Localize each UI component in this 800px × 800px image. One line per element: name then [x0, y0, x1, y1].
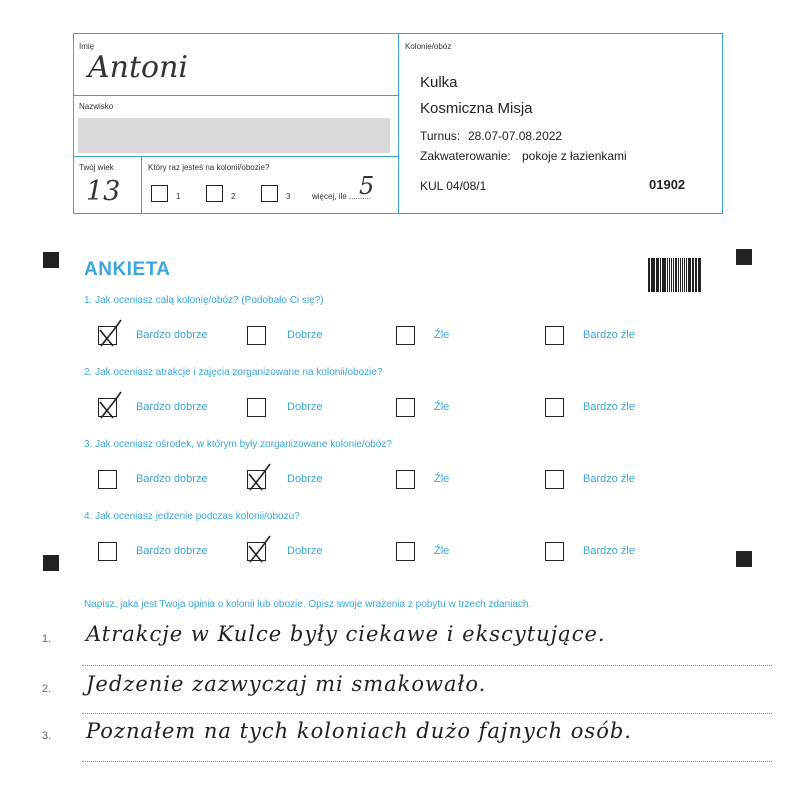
checkmark-icon: [242, 461, 274, 495]
dotted-answer-line: [82, 665, 772, 666]
handwritten-answer: Poznałem na tych koloniach dużo fajnych osób.: [86, 719, 632, 743]
checkmark-icon: [93, 389, 125, 423]
surname-redaction: [78, 118, 390, 153]
accommodation-value: pokoje z łazienkami: [522, 149, 627, 163]
rating-option-label: Dobrze: [287, 401, 323, 413]
handwritten-answer: Atrakcje w Kulce były ciekawe i ekscytujące.: [86, 622, 606, 646]
rating-checkbox[interactable]: [98, 398, 117, 417]
rating-checkbox[interactable]: [98, 326, 117, 345]
rating-option-label: Bardzo dobrze: [136, 329, 208, 341]
question-text: 1. Jak oceniasz całą kolonię/obóz? (Podobało Ci się?): [84, 295, 324, 306]
opinion-instruction: Napisz, jaka jest Twoja opinia o kolonii lub obozie. Opisz swoje wrażenia z pobytu w trzech zdaniach.: [84, 599, 532, 610]
dotted-answer-line: [82, 761, 772, 762]
dotted-answer-line: [82, 713, 772, 714]
question-text: 2. Jak oceniasz atrakcje i zajęcia zorganizowane na kolonii/obozie?: [84, 367, 383, 378]
times-more-value: 5: [359, 172, 375, 200]
barcode: [648, 258, 702, 292]
rating-option-label: Źle: [434, 329, 450, 341]
accommodation-label: Zakwaterowanie:: [420, 149, 511, 163]
line-number: 1.: [42, 633, 52, 645]
rating-checkbox[interactable]: [247, 542, 266, 561]
times-option-2: 2: [231, 192, 236, 201]
rating-checkbox[interactable]: [545, 326, 564, 345]
line-number: 3.: [42, 730, 52, 742]
rating-checkbox[interactable]: [247, 470, 266, 489]
times-checkbox-1[interactable]: [151, 185, 168, 202]
times-label: Który raz jesteś na kolonii/obozie?: [148, 163, 270, 172]
rating-option-label: Dobrze: [287, 329, 323, 341]
registration-mark: [736, 551, 752, 567]
divider: [73, 156, 399, 157]
times-checkbox-2[interactable]: [206, 185, 223, 202]
rating-option-label: Bardzo źle: [583, 329, 635, 341]
camp-title: Kosmiczna Misja: [420, 100, 533, 117]
rating-option-label: Dobrze: [287, 473, 323, 485]
form-number: 01902: [649, 177, 686, 192]
rating-checkbox[interactable]: [545, 398, 564, 417]
name-label: Imię: [79, 42, 95, 51]
question-text: 4. Jak oceniasz jedzenie podczas kolonii/obozu?: [84, 511, 300, 522]
rating-checkbox[interactable]: [98, 542, 117, 561]
camp-name: Kulka: [420, 74, 458, 91]
handwritten-answer: Jedzenie zazwyczaj mi smakowało.: [86, 672, 487, 696]
rating-option-label: Źle: [434, 473, 450, 485]
rating-checkbox[interactable]: [545, 542, 564, 561]
times-option-1: 1: [176, 192, 181, 201]
line-number: 2.: [42, 683, 52, 695]
checkmark-icon: [242, 533, 274, 567]
turnus-label: Turnus:: [420, 129, 461, 143]
camp-code: KUL 04/08/1: [420, 179, 487, 193]
turnus-value: 28.07-07.08.2022: [468, 129, 563, 143]
rating-checkbox[interactable]: [396, 398, 415, 417]
registration-mark: [736, 249, 752, 265]
times-more-label: więcej, ile ..........: [312, 192, 372, 201]
rating-option-label: Bardzo źle: [583, 545, 635, 557]
rating-checkbox[interactable]: [545, 470, 564, 489]
times-checkbox-3[interactable]: [261, 185, 278, 202]
rating-option-label: Bardzo dobrze: [136, 545, 208, 557]
surname-label: Nazwisko: [79, 102, 114, 111]
rating-option-label: Bardzo źle: [583, 401, 635, 413]
rating-option-label: Bardzo źle: [583, 473, 635, 485]
times-option-3: 3: [286, 192, 291, 201]
camp-label: Kolonie/obóz: [405, 42, 452, 51]
rating-option-label: Dobrze: [287, 545, 323, 557]
rating-option-label: Źle: [434, 401, 450, 413]
survey-title: ANKIETA: [84, 259, 171, 280]
rating-checkbox[interactable]: [396, 542, 415, 561]
checkmark-icon: [93, 317, 125, 351]
divider: [141, 156, 142, 214]
registration-mark: [43, 555, 59, 571]
rating-checkbox[interactable]: [247, 398, 266, 417]
name-value: Antoni: [88, 50, 189, 85]
registration-mark: [43, 252, 59, 268]
age-label: Twój wiek: [79, 163, 114, 172]
divider: [73, 95, 399, 96]
rating-checkbox[interactable]: [247, 326, 266, 345]
rating-option-label: Źle: [434, 545, 450, 557]
rating-checkbox[interactable]: [396, 326, 415, 345]
question-text: 3. Jak oceniasz ośrodek, w którym były zorganizowane kolonie/obóz?: [84, 439, 392, 450]
rating-option-label: Bardzo dobrze: [136, 401, 208, 413]
rating-option-label: Bardzo dobrze: [136, 473, 208, 485]
rating-checkbox[interactable]: [98, 470, 117, 489]
age-value: 13: [86, 176, 121, 207]
rating-checkbox[interactable]: [396, 470, 415, 489]
